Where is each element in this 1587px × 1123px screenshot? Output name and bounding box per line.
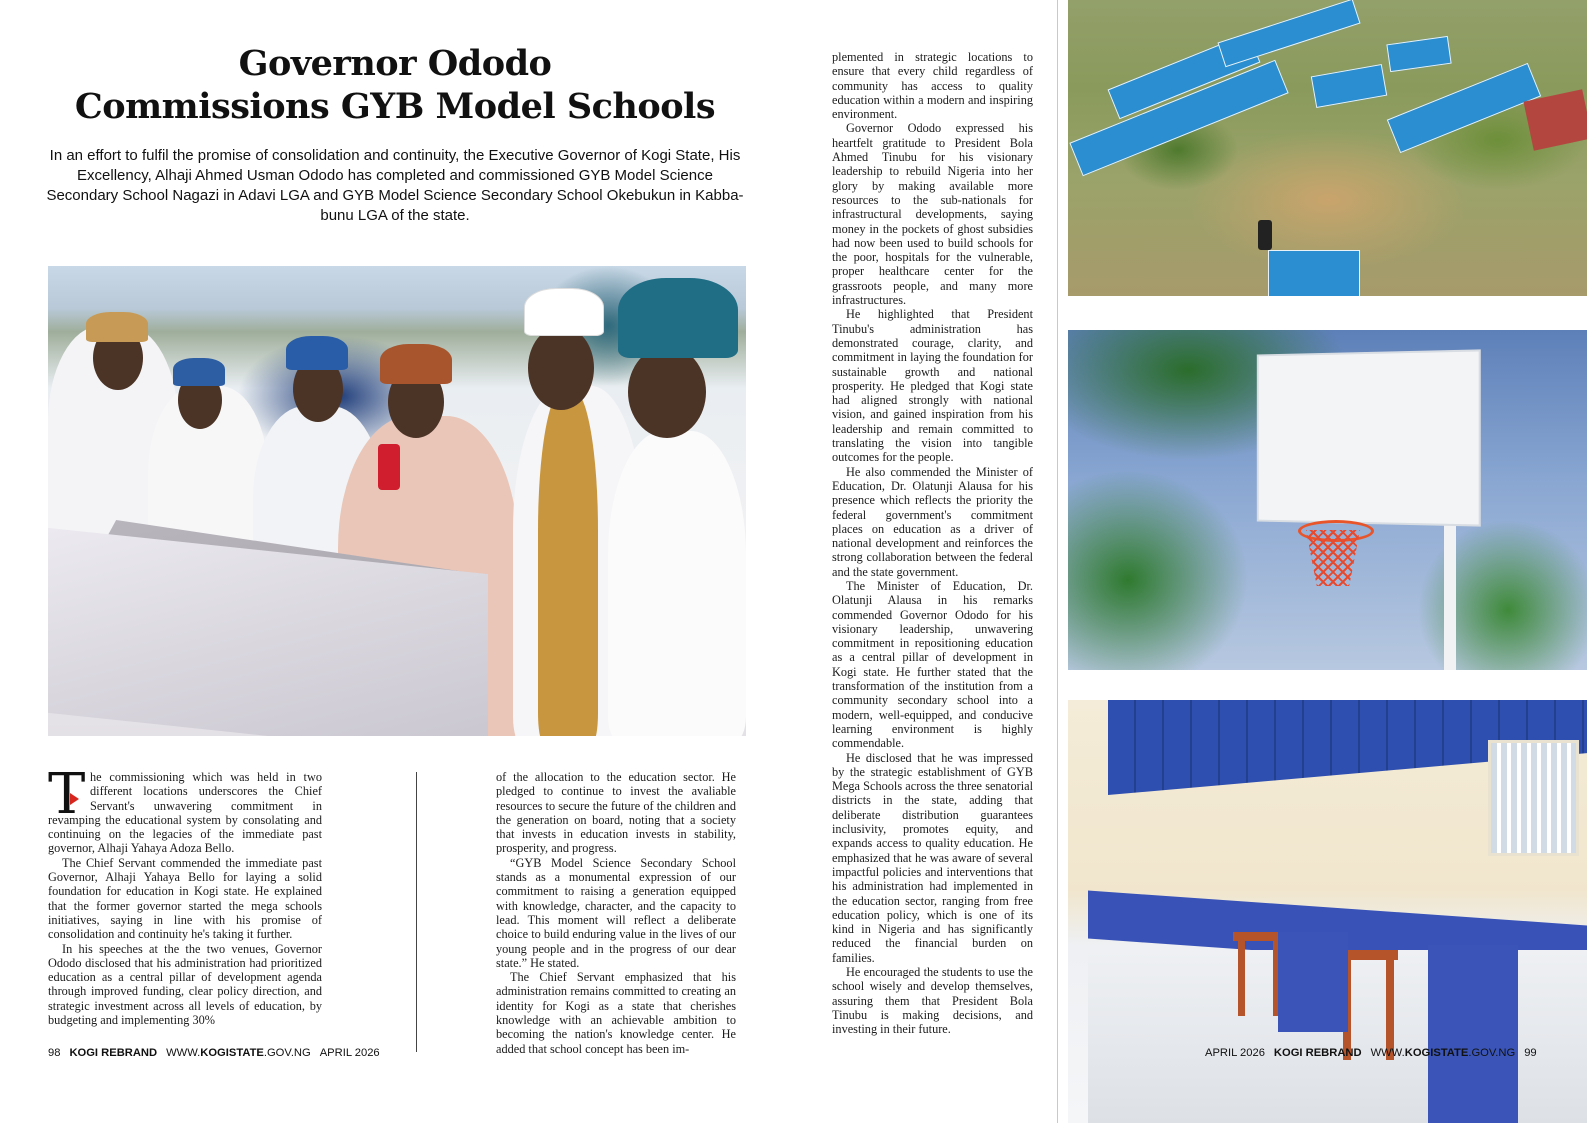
url-prefix: WWW. (1370, 1047, 1405, 1059)
basketball-hoop-photo (1068, 330, 1587, 670)
url-suffix: .GOV.NG (1468, 1047, 1516, 1059)
paragraph (48, 762, 322, 856)
page-number: 99 (1524, 1047, 1537, 1059)
url-prefix: WWW. (166, 1047, 201, 1059)
paragraph: The Chief Servant emphasized that his administration remains committed to creating an identity for Kogi as a state that cherishes knowledge with an achievable ambition to becoming the nation's knowledge center. He added that school concept has been im- (496, 970, 736, 1056)
aerial-school-photo (1068, 0, 1587, 296)
page-gutter (1057, 0, 1058, 1123)
issue-date: APRIL 2026 (319, 1047, 380, 1059)
url-domain: KOGISTATE (1404, 1047, 1469, 1059)
column-rule (416, 772, 417, 1052)
article-deck: In an effort to fulfil the promise of consolidation and continuity, the Executive Governor of Kogi State, His Excellency, Alhaji Ahmed Usman Ododo has completed and commissioned GYB Model Science Secondary School Nagazi in Adavi LGA and GYB Model Science Secondary School Okebukun in Kabba-bunu LGA of the state. (46, 147, 744, 224)
url-suffix: .GOV.NG (263, 1047, 311, 1059)
issue-date: APRIL 2026 (1205, 1047, 1265, 1059)
article-title-line-1: Governor Ododo (238, 43, 552, 84)
article-title (40, 42, 750, 128)
paragraph: He also commended the Minister of Education, Dr. Olatunji Alausa for his presence which reflects the priority the federal government's commitment places on education as a driver of national development and reinforces the strong collaboration between the federal and the state government. (832, 464, 1033, 579)
paragraph: of the allocation to the education sector. He pledged to continue to invest the avaliable resources to secure the future of the children and the generation on board, noting that a society that invests in education invests in stability, prosperity, and progress. (496, 770, 736, 856)
body-column-3 (832, 50, 1033, 1036)
magazine-name: KOGI REBRAND (69, 1047, 158, 1059)
paragraph: plemented in strategic locations to ensure that every child regardless of community has access to quality education within a modern and inspiring environment. (832, 50, 1033, 122)
drop-cap: T (48, 762, 86, 827)
body-column-2 (496, 770, 736, 1056)
paragraph: He disclosed that he was impressed by the strategic establishment of GYB Mega Schools across the three senatorial districts in the state, adding that deliberate distribution guarantees inclusivity, promotes equity, and expands access to quality education. He emphasized that he was aware of several impactful policies and interventions that his administration had implemented in the education sector, ranging from free education policy, which is one of its kind in Nigeria and has significantly reduced the financial burden on families. (832, 750, 1033, 965)
paragraph: He highlighted that President Tinubu's administration has demonstrated courage, clarity, and commitment in laying the foundation for sustainable growth and national prosperity. He pledged that Kogi state had aligned strongly with national vision, and gained inspiration from his leadership and remain committed to translating the vision into tangible outcomes for the people. (832, 307, 1033, 465)
paragraph: The Minister of Education, Dr. Olatunji Alausa in his remarks commended Governor Ododo for his visionary leadership, unwavering commitment in repositioning education as a central pillar of development in Kogi state. He further stated that the transformation of the institution from a community secondary school into a modern, well-equipped, and conducive learning environment is highly commendable. (832, 578, 1033, 751)
article-title-line-2: Commissions GYB Model Schools (74, 86, 716, 127)
paragraph: Governor Ododo expressed his heartfelt gratitude to President Bola Ahmed Tinubu for his visionary leadership to rebuild Nigeria into her glory by making available more resources to the sub-nationals for infrastructural developments, saying money in the pockets of ghost subsidies had now been used to build schools for the poor, hospitals for the vulnerable, proper healthcare center for the grassroots people, and many more infrastructures. (832, 121, 1033, 308)
magazine-name: KOGI REBRAND (1273, 1047, 1362, 1059)
folio-left (48, 1047, 389, 1059)
paragraph: The Chief Servant commended the immediate past Governor, Alhaji Yahaya Bello for laying a solid foundation for education in Kogi state. He explained that the former governor started the mega schools initiatives, saying in line with his promise of consolidation and continuity he's taking it further. (48, 855, 322, 942)
url-domain: KOGISTATE (200, 1047, 264, 1059)
body-column-1 (48, 762, 322, 1028)
paragraph-text: he commissioning which was held in two different locations underscores the Chief Servant's unwavering commitment in revamping the educational system by consolating and continuing on the legacies of the immediate past governor, Alhaji Yahaya Adoza Bello. (48, 770, 322, 856)
folio-right (1205, 1047, 1546, 1059)
paragraph: In his speeches at the the two venues, Governor Ododo disclosed that his administration had prioritized education as a central pillar of development agenda through improved funding, clear policy direction, and strategic investment across all levels of education, by budgeting and implementing 30% (48, 941, 322, 1028)
page-number: 98 (48, 1047, 61, 1059)
paragraph: “GYB Model Science Secondary School stands as a monumental expression of our commitment to raising a generation equipped with knowledge, character, and the capacity to lead. This moment will reflect a deliberate choice to build enduring value in the lives of our young people and in the progress of our dear state.” He stated. (496, 855, 736, 970)
laboratory-photo (1068, 700, 1587, 1123)
paragraph: He encouraged the students to use the school wisely and develop themselves, assuring them that President Bola Tinubu is making decisions, and investing in their future. (832, 965, 1033, 1037)
ceremony-photo (48, 266, 746, 736)
